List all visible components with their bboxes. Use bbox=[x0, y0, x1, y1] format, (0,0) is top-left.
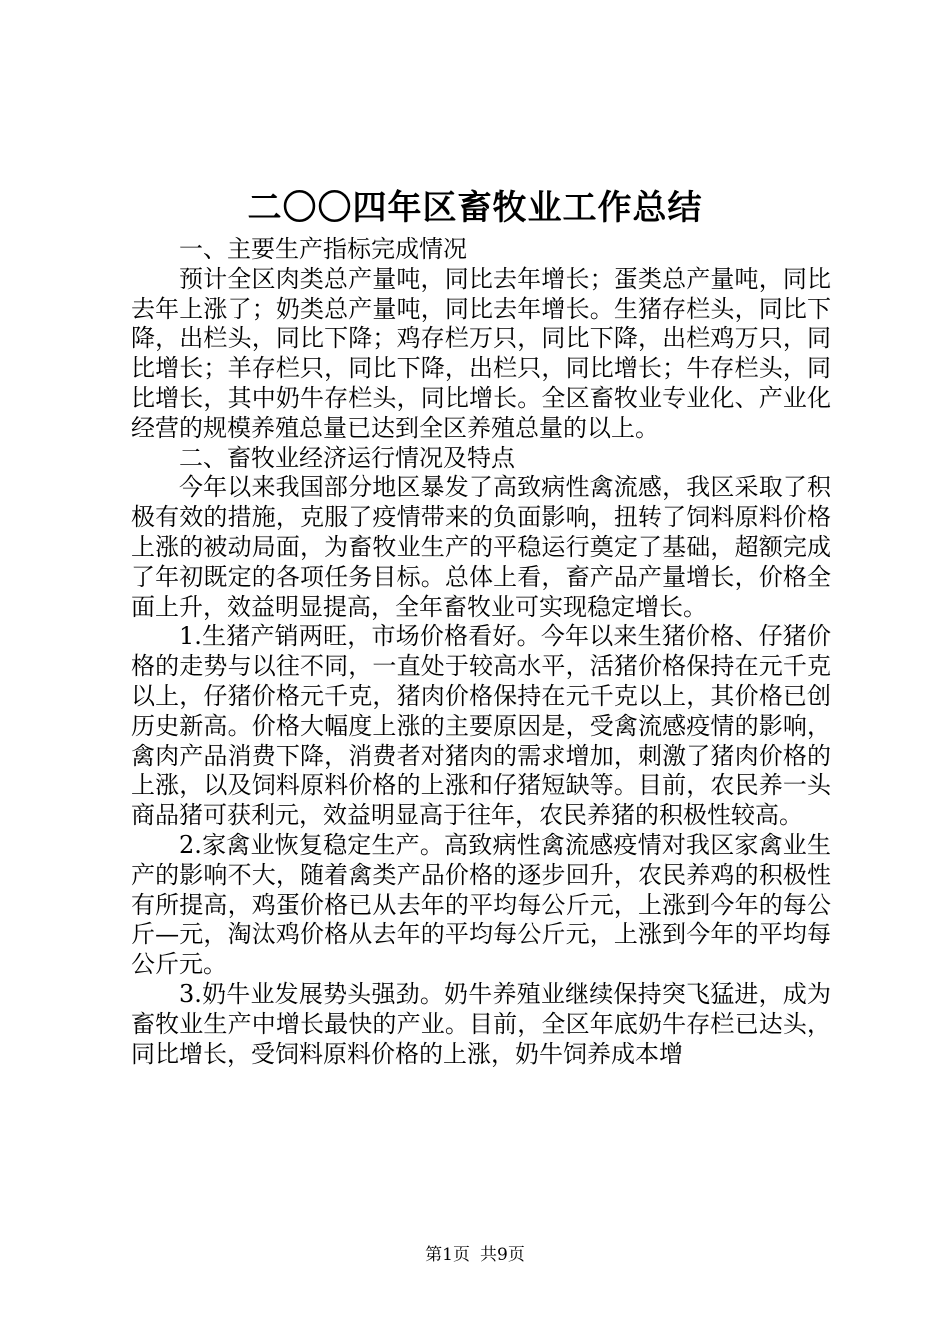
document-body bbox=[131, 235, 831, 1069]
section-heading-1: 一、主要生产指标完成情况 bbox=[179, 235, 467, 263]
paragraph-production-indicators: 预计全区肉类总产量吨，同比去年增长；蛋类总产量吨，同比去年上涨了；奶类总产量吨，同比去年增长。生猪存栏头，同比下降，出栏头，同比下降；鸡存栏万只，同比下降，出栏鸡万只，同比增长；羊存栏只，同比下降，出栏只，同比增长；牛存栏头，同比增长，其中奶牛存栏头，同比增长。全区畜牧业专业化、产业化经营的规模养殖总量已达到全区养殖总量的以上。 bbox=[131, 264, 831, 442]
page-total: 共9页 bbox=[480, 1245, 525, 1265]
section-heading-2: 二、畜牧业经济运行情况及特点 bbox=[179, 443, 515, 472]
paragraph-pig-market: 1.生猪产销两旺，市场价格看好。今年以来生猪价格、仔猪价格的走势与以往不同，一直处于较高水平，活猪价格保持在元千克以上，仔猪价格元千克，猪肉价格保持在元千克以上，其价格已创历史新高。价格大幅度上涨的主要原因是，受禽流感疫情的影响，禽肉产品消费下降，消费者对猪肉的需求增加，刺激了猪肉价格的上涨，以及饲料原料价格的上涨和仔猪短缺等。目前，农民养一头商品猪可获利元，效益明显高于往年，农民养猪的积极性较高。 bbox=[131, 622, 831, 830]
page-footer bbox=[0, 1243, 950, 1267]
paragraph-economic-overview: 今年以来我国部分地区暴发了高致病性禽流感，我区采取了积极有效的措施，克服了疫情带来的负面影响，扭转了饲料原料价格上涨的被动局面，为畜牧业生产的平稳运行奠定了基础，超额完成了年初既定的各项任务目标。总体上看，畜产品产量增长，价格全面上升，效益明显提高，全年畜牧业可实现稳定增长。 bbox=[131, 473, 831, 621]
paragraph-poultry: 2.家禽业恢复稳定生产。高致病性禽流感疫情对我区家禽业生产的影响不大，随着禽类产品价格的逐步回升，农民养鸡的积极性有所提高，鸡蛋价格已从去年的平均每公斤元，上涨到今年的每公斤—元，淘汰鸡价格从去年的平均每公斤元，上涨到今年的平均每公斤元。 bbox=[131, 830, 831, 979]
page-number: 第1页 bbox=[425, 1245, 470, 1265]
paragraph-dairy: 3.奶牛业发展势头强劲。奶牛养殖业继续保持突飞猛进，成为畜牧业生产中增长最快的产业。目前，全区年底奶牛存栏已达头，同比增长，受饲料原料价格的上涨，奶牛饲养成本增 bbox=[131, 979, 831, 1068]
document-title: 二〇〇四年区畜牧业工作总结 bbox=[247, 188, 703, 228]
